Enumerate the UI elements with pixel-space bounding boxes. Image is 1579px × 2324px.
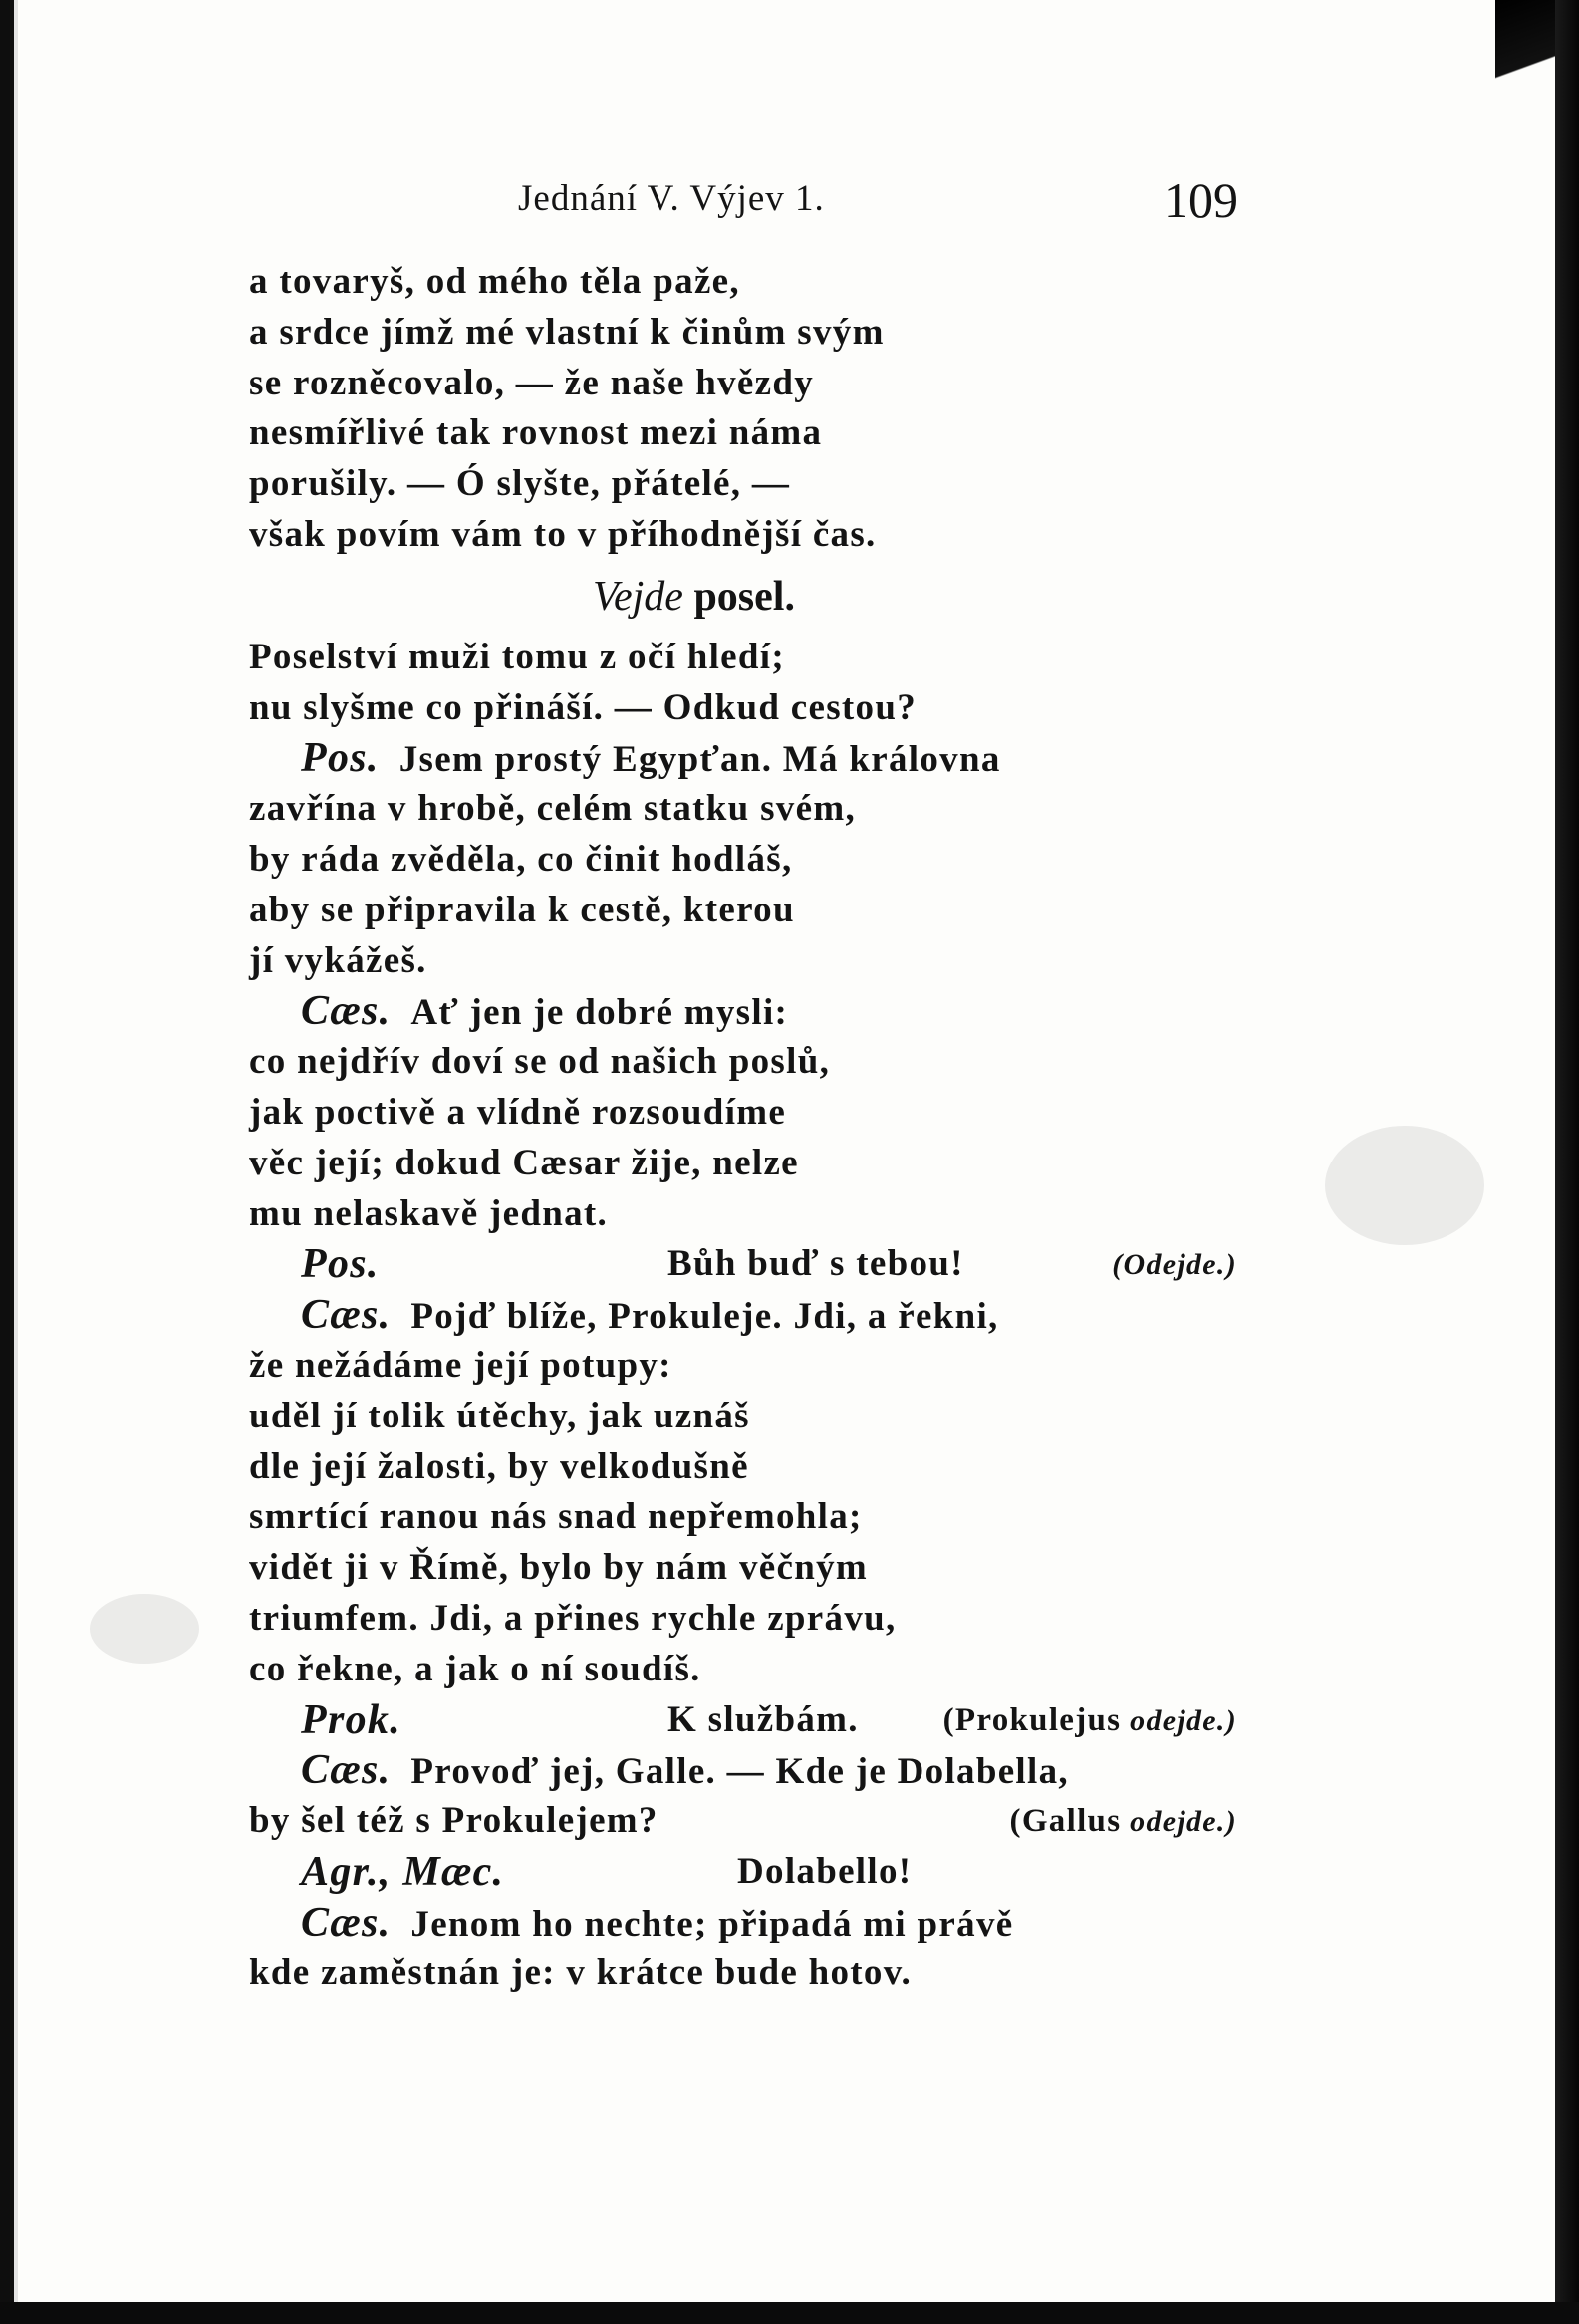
scan-bottom-edge — [0, 2302, 1579, 2324]
verse-line: se rozněcovalo, — že naše hvězdy — [249, 362, 815, 403]
paper-stain — [90, 1594, 199, 1664]
speaker-name: Prok. — [301, 1696, 401, 1743]
verse-line: věc její; dokud Cæsar žije, nelze — [249, 1142, 799, 1183]
speaker-name: Cæs. — [301, 1899, 392, 1945]
speech-line — [249, 1898, 1245, 1948]
verse-line: smrtící ranou nás snad nepřemohla; — [249, 1496, 863, 1538]
exit-direction-verb: odejde.) — [1121, 1805, 1237, 1839]
scan-right-edge — [1555, 0, 1579, 2324]
verse-line: kde zaměstnán je: v krátce bude hotov. — [249, 1951, 913, 1993]
verse-line: mu nelaskavě jednat. — [249, 1192, 609, 1234]
verse-line: nu slyšme co přináší. — Odkud cestou? — [249, 686, 918, 728]
page-header — [249, 171, 1245, 231]
verse-line: aby se připravila k cestě, kterou — [249, 889, 795, 930]
speech-text: Dolabello! — [737, 1850, 913, 1892]
speech-text: Jsem prostý Egypťan. Má královna — [398, 739, 1001, 781]
speech-line — [249, 733, 1245, 784]
verse-line: porušily. — Ó slyšte, přátelé, — — [249, 463, 791, 505]
scan-left-edge — [0, 0, 14, 2324]
verse-line: a tovaryš, od mého těla paže, — [249, 261, 740, 302]
exit-direction-name: (Gallus — [1009, 1803, 1122, 1840]
running-head: Jednání V. Výjev 1. — [518, 178, 825, 219]
exit-direction — [1112, 1239, 1237, 1290]
speech-text: Bůh buď s tebou! — [667, 1243, 964, 1285]
speech-line — [249, 1847, 1245, 1898]
exit-direction-text: (Odejde.) — [1112, 1248, 1237, 1282]
speech-line — [249, 1695, 1245, 1746]
verse-line: nesmířlivé tak rovnost mezi náma — [249, 412, 823, 454]
verse-line — [249, 1796, 1245, 1847]
verse-line: Poselství muži tomu z očí hledí; — [249, 636, 785, 677]
exit-direction — [943, 1695, 1237, 1746]
verse-line: vidět ji v Římě, bylo by nám věčným — [249, 1547, 869, 1589]
speaker-name: Pos. — [301, 1241, 380, 1288]
speech-text: Jenom ho nechte; připadá mi právě — [410, 1903, 1014, 1944]
scan-left-margin — [14, 0, 18, 2324]
page-number: 109 — [1164, 172, 1238, 228]
stage-direction — [249, 561, 1245, 633]
verse-line: zavřína v hrobě, celém statku svém, — [249, 788, 856, 830]
exit-direction — [1010, 1796, 1237, 1847]
speaker-name: Pos. — [301, 735, 380, 782]
speech-text: Ať jen je dobré mysli: — [410, 992, 789, 1034]
speech-line — [249, 1290, 1245, 1341]
verse-line: uděl jí tolik útěchy, jak uznáš — [249, 1395, 750, 1436]
speech-line — [249, 986, 1245, 1037]
speech-text: Pojď blíže, Prokuleje. Jdi, a řekni, — [410, 1296, 999, 1338]
verse-line: jak poctivě a vlídně rozsoudíme — [249, 1091, 787, 1133]
verse-line: co nejdřív doví se od našich poslů, — [249, 1041, 831, 1083]
speaker-name: Cæs. — [301, 1747, 392, 1794]
speech-text: K službám. — [667, 1698, 859, 1740]
speech-line — [249, 1745, 1245, 1796]
verse-line: dle její žalosti, by velkodušně — [249, 1445, 749, 1487]
speaker-name: Cæs. — [301, 1292, 392, 1339]
speech-line — [249, 1239, 1245, 1290]
verse-line: že nežádáme její potupy: — [249, 1344, 672, 1386]
play-text — [249, 257, 1245, 1998]
paper-stain — [1325, 1126, 1484, 1245]
exit-direction-name: (Prokulejus — [942, 1701, 1122, 1738]
stage-direction-verb: Vejde — [593, 573, 683, 620]
verse-line: by ráda zvěděla, co činit hodláš, — [249, 838, 793, 880]
scan-corner-shadow — [1495, 0, 1555, 149]
verse-line: a srdce jímž mé vlastní k činům svým — [249, 311, 885, 353]
verse-line: co řekne, a jak o ní soudíš. — [249, 1648, 701, 1689]
stage-direction-subject: posel. — [682, 573, 795, 620]
verse-line: však povím vám to v příhodnější čas. — [249, 513, 877, 555]
speaker-name: Cæs. — [301, 988, 392, 1035]
speaker-name: Agr., Mæc. — [301, 1848, 505, 1895]
speech-text: by šel též s Prokulejem? — [249, 1800, 658, 1842]
verse-line: triumfem. Jdi, a přines rychle zprávu, — [249, 1597, 897, 1639]
speech-text: Provoď jej, Galle. — Kde je Dolabella, — [410, 1751, 1069, 1793]
verse-line: jí vykážeš. — [249, 939, 427, 981]
exit-direction-verb: odejde.) — [1121, 1703, 1237, 1737]
